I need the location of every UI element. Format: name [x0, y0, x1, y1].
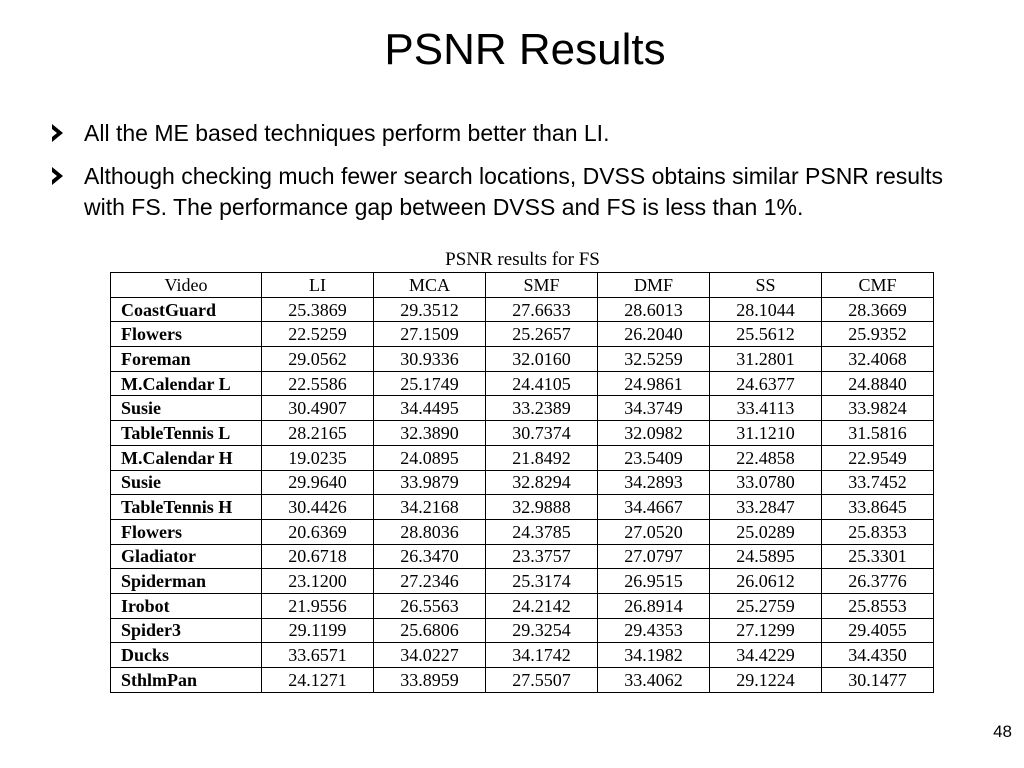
arrow-bullet-icon — [52, 167, 63, 185]
psnr-value-cell: 34.4495 — [374, 396, 486, 421]
psnr-value-cell: 26.3470 — [374, 544, 486, 569]
psnr-value-cell: 33.8959 — [374, 668, 486, 693]
psnr-value-cell: 27.2346 — [374, 569, 486, 594]
psnr-value-cell: 27.1299 — [710, 618, 822, 643]
psnr-value-cell: 28.2165 — [262, 421, 374, 446]
video-name-cell: SthlmPan — [111, 668, 262, 693]
column-header: Video — [111, 273, 262, 298]
psnr-value-cell: 29.0562 — [262, 347, 374, 372]
psnr-value-cell: 27.5507 — [486, 668, 598, 693]
psnr-value-cell: 25.3301 — [822, 544, 934, 569]
table-row — [111, 618, 934, 643]
bullet-item — [48, 118, 988, 149]
psnr-value-cell: 33.4062 — [598, 668, 710, 693]
column-header: LI — [262, 273, 374, 298]
video-name-cell: Susie — [111, 470, 262, 495]
psnr-value-cell: 26.3776 — [822, 569, 934, 594]
psnr-table — [110, 272, 934, 693]
psnr-value-cell: 34.2893 — [598, 470, 710, 495]
psnr-value-cell: 33.0780 — [710, 470, 822, 495]
psnr-value-cell: 34.3749 — [598, 396, 710, 421]
psnr-value-cell: 32.0982 — [598, 421, 710, 446]
psnr-value-cell: 31.1210 — [710, 421, 822, 446]
psnr-value-cell: 33.2389 — [486, 396, 598, 421]
psnr-value-cell: 25.1749 — [374, 371, 486, 396]
psnr-value-cell: 24.6377 — [710, 371, 822, 396]
bullet-list — [48, 118, 988, 235]
psnr-value-cell: 24.2142 — [486, 593, 598, 618]
column-header: CMF — [822, 273, 934, 298]
psnr-value-cell: 25.6806 — [374, 618, 486, 643]
column-header: SS — [710, 273, 822, 298]
video-name-cell: TableTennis H — [111, 495, 262, 520]
video-name-cell: M.Calendar H — [111, 445, 262, 470]
video-name-cell: TableTennis L — [111, 421, 262, 446]
psnr-value-cell: 23.3757 — [486, 544, 598, 569]
video-name-cell: Gladiator — [111, 544, 262, 569]
psnr-value-cell: 30.4426 — [262, 495, 374, 520]
psnr-value-cell: 32.0160 — [486, 347, 598, 372]
psnr-value-cell: 30.9336 — [374, 347, 486, 372]
video-name-cell: Susie — [111, 396, 262, 421]
table-header-row — [111, 273, 934, 298]
psnr-value-cell: 24.0895 — [374, 445, 486, 470]
psnr-value-cell: 25.3869 — [262, 297, 374, 322]
psnr-value-cell: 33.9879 — [374, 470, 486, 495]
psnr-value-cell: 30.4907 — [262, 396, 374, 421]
psnr-value-cell: 34.0227 — [374, 643, 486, 668]
psnr-value-cell: 32.9888 — [486, 495, 598, 520]
table-row — [111, 396, 934, 421]
slide-title: PSNR Results — [384, 25, 666, 74]
table-row — [111, 593, 934, 618]
table-row — [111, 371, 934, 396]
psnr-value-cell: 31.2801 — [710, 347, 822, 372]
psnr-value-cell: 29.9640 — [262, 470, 374, 495]
psnr-value-cell: 21.8492 — [486, 445, 598, 470]
psnr-value-cell: 30.7374 — [486, 421, 598, 446]
table-row — [111, 643, 934, 668]
column-header: DMF — [598, 273, 710, 298]
psnr-value-cell: 33.4113 — [710, 396, 822, 421]
arrow-bullet-icon — [52, 124, 63, 142]
video-name-cell: Flowers — [111, 519, 262, 544]
table-row — [111, 297, 934, 322]
psnr-value-cell: 24.9861 — [598, 371, 710, 396]
table-row — [111, 322, 934, 347]
psnr-value-cell: 33.8645 — [822, 495, 934, 520]
table-row — [111, 569, 934, 594]
psnr-value-cell: 28.1044 — [710, 297, 822, 322]
psnr-value-cell: 34.4229 — [710, 643, 822, 668]
psnr-value-cell: 25.2657 — [486, 322, 598, 347]
bullet-item — [48, 161, 988, 223]
psnr-value-cell: 22.9549 — [822, 445, 934, 470]
psnr-value-cell: 25.8553 — [822, 593, 934, 618]
table-row — [111, 421, 934, 446]
psnr-value-cell: 28.8036 — [374, 519, 486, 544]
video-name-cell: CoastGuard — [111, 297, 262, 322]
table-body — [111, 297, 934, 692]
psnr-value-cell: 34.1742 — [486, 643, 598, 668]
psnr-value-cell: 23.5409 — [598, 445, 710, 470]
psnr-value-cell: 25.3174 — [486, 569, 598, 594]
psnr-value-cell: 26.8914 — [598, 593, 710, 618]
psnr-value-cell: 24.1271 — [262, 668, 374, 693]
psnr-value-cell: 26.5563 — [374, 593, 486, 618]
table-row — [111, 544, 934, 569]
bullet-text: All the ME based techniques perform better than LI. — [84, 120, 610, 146]
psnr-value-cell: 33.6571 — [262, 643, 374, 668]
video-name-cell: Foreman — [111, 347, 262, 372]
psnr-value-cell: 25.8353 — [822, 519, 934, 544]
video-name-cell: Spiderman — [111, 569, 262, 594]
table-row — [111, 668, 934, 693]
psnr-value-cell: 24.3785 — [486, 519, 598, 544]
psnr-value-cell: 31.5816 — [822, 421, 934, 446]
psnr-value-cell: 33.2847 — [710, 495, 822, 520]
psnr-value-cell: 34.2168 — [374, 495, 486, 520]
psnr-value-cell: 27.0520 — [598, 519, 710, 544]
psnr-value-cell: 20.6369 — [262, 519, 374, 544]
psnr-value-cell: 25.2759 — [710, 593, 822, 618]
psnr-value-cell: 24.8840 — [822, 371, 934, 396]
psnr-value-cell: 26.0612 — [710, 569, 822, 594]
psnr-value-cell: 32.4068 — [822, 347, 934, 372]
table-row — [111, 495, 934, 520]
psnr-value-cell: 20.6718 — [262, 544, 374, 569]
psnr-value-cell: 22.4858 — [710, 445, 822, 470]
psnr-value-cell: 19.0235 — [262, 445, 374, 470]
table-row — [111, 519, 934, 544]
psnr-value-cell: 25.5612 — [710, 322, 822, 347]
table-row — [111, 445, 934, 470]
column-header: SMF — [486, 273, 598, 298]
psnr-value-cell: 27.1509 — [374, 322, 486, 347]
video-name-cell: Flowers — [111, 322, 262, 347]
bullet-text: Although checking much fewer search locations, DVSS obtains similar PSNR results with FS. The performance gap between DVSS and FS is less than 1%. — [84, 163, 944, 220]
video-name-cell: M.Calendar L — [111, 371, 262, 396]
psnr-value-cell: 25.0289 — [710, 519, 822, 544]
psnr-value-cell: 32.3890 — [374, 421, 486, 446]
psnr-value-cell: 32.8294 — [486, 470, 598, 495]
psnr-value-cell: 25.9352 — [822, 322, 934, 347]
psnr-value-cell: 33.7452 — [822, 470, 934, 495]
psnr-value-cell: 28.3669 — [822, 297, 934, 322]
psnr-value-cell: 21.9556 — [262, 593, 374, 618]
psnr-value-cell: 29.4353 — [598, 618, 710, 643]
video-name-cell: Ducks — [111, 643, 262, 668]
psnr-value-cell: 22.5586 — [262, 371, 374, 396]
psnr-value-cell: 32.5259 — [598, 347, 710, 372]
psnr-value-cell: 22.5259 — [262, 322, 374, 347]
video-name-cell: Spider3 — [111, 618, 262, 643]
psnr-value-cell: 34.1982 — [598, 643, 710, 668]
psnr-value-cell: 29.1224 — [710, 668, 822, 693]
psnr-value-cell: 26.2040 — [598, 322, 710, 347]
psnr-value-cell: 34.4667 — [598, 495, 710, 520]
video-name-cell: Irobot — [111, 593, 262, 618]
psnr-value-cell: 30.1477 — [822, 668, 934, 693]
psnr-value-cell: 34.4350 — [822, 643, 934, 668]
psnr-value-cell: 29.3254 — [486, 618, 598, 643]
psnr-value-cell: 23.1200 — [262, 569, 374, 594]
table-caption: PSNR results for FS — [445, 249, 600, 270]
psnr-value-cell: 29.3512 — [374, 297, 486, 322]
psnr-value-cell: 27.6633 — [486, 297, 598, 322]
psnr-value-cell: 33.9824 — [822, 396, 934, 421]
psnr-value-cell: 26.9515 — [598, 569, 710, 594]
page-number: 48 — [993, 722, 1012, 741]
table-row — [111, 470, 934, 495]
psnr-value-cell: 29.4055 — [822, 618, 934, 643]
psnr-value-cell: 27.0797 — [598, 544, 710, 569]
psnr-value-cell: 24.5895 — [710, 544, 822, 569]
psnr-value-cell: 24.4105 — [486, 371, 598, 396]
table-row — [111, 347, 934, 372]
column-header: MCA — [374, 273, 486, 298]
psnr-value-cell: 28.6013 — [598, 297, 710, 322]
psnr-value-cell: 29.1199 — [262, 618, 374, 643]
